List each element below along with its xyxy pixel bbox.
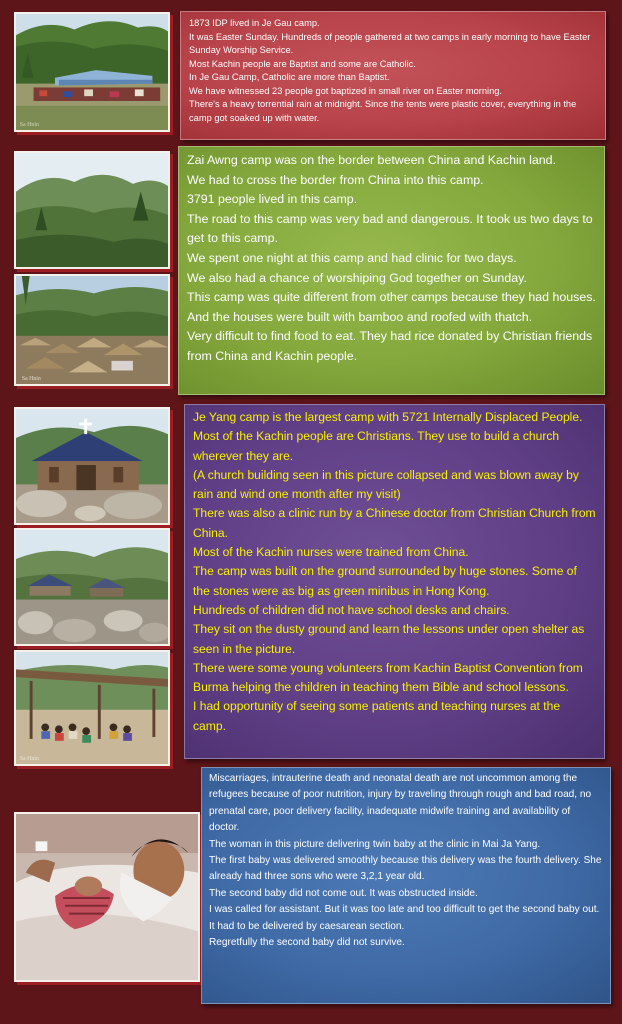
je-gau-line: In Je Gau Camp, Catholic are more than Baptist. bbox=[189, 72, 390, 82]
photo-watermark: Sa Hnin bbox=[19, 756, 39, 763]
je-yang-stones-photo bbox=[14, 528, 170, 646]
je-yang-line: They sit on the dusty ground and learn the lessons under open shelter as seen in the picture. bbox=[193, 622, 585, 656]
photo-watermark: Sa Hnin bbox=[19, 122, 39, 129]
je-yang-line: There was also a clinic run by a Chinese doctor from Christian Church from China. bbox=[193, 506, 596, 540]
zai-awng-mountain-photo bbox=[14, 151, 170, 269]
mai-ja-yang-line: Miscarriages, intrauterine death and neonatal death are not uncommon among the refugees because of poor nutrition, injury by traveling through rough and bad road, no prenatal care, poor delivery facility, inadequate midwife training and availability of doctor. bbox=[209, 773, 592, 834]
je-yang-school-photo bbox=[14, 650, 170, 766]
mai-ja-yang-line: I was called for assistant. But it was too late and too difficult to get the second baby out. bbox=[209, 904, 600, 916]
je-gau-line: 1873 IDP lived in Je Gau camp. bbox=[189, 18, 320, 28]
je-yang-church-photo bbox=[14, 407, 170, 525]
zai-awng-line: We also had a chance of worshiping God together on Sunday. bbox=[187, 270, 527, 285]
zai-awng-line: Zai Awng camp was on the border between China and Kachin land. bbox=[187, 153, 556, 167]
je-yang-line: Hundreds of children did not have school desks and chairs. bbox=[193, 602, 510, 617]
mai-ja-yang-clinic-panel bbox=[201, 767, 611, 1004]
zai-awng-line: We spent one night at this camp and had clinic for two days. bbox=[187, 250, 517, 265]
je-yang-line: I had opportunity of seeing some patients and teaching nurses at the camp. bbox=[193, 699, 561, 733]
zai-awng-houses-photo bbox=[14, 274, 170, 386]
je-gau-camp-panel bbox=[180, 11, 606, 140]
zai-awng-line: The road to this camp was very bad and dangerous. It took us two days to get to this camp. bbox=[187, 211, 593, 246]
je-gau-line: We have witnessed 23 people got baptized in small river on Easter morning. bbox=[189, 85, 502, 96]
mai-ja-yang-mother-baby-photo bbox=[14, 812, 200, 982]
je-yang-camp-panel bbox=[184, 404, 605, 759]
zai-awng-camp-panel bbox=[178, 146, 605, 395]
je-yang-line: There were some young volunteers from Kachin Baptist Convention from Burma helping the children in teaching them Bible and school lessons. bbox=[193, 660, 583, 695]
mai-ja-yang-line: The first baby was delivered smoothly because this delivery was the fourth delivery. She already had three sons who were 3,2,1 year old. bbox=[209, 855, 602, 883]
zai-awng-line: 3791 people lived in this camp. bbox=[187, 192, 358, 207]
mai-ja-yang-line: The second baby did not come out. It was obstructed inside. bbox=[209, 887, 478, 899]
je-yang-line: The camp was built on the ground surrounded by huge stones. Some of the stones were as big as green minibus in Hong Kong. bbox=[193, 564, 577, 598]
je-gau-camp-photo bbox=[14, 12, 170, 132]
je-yang-line: (A church building seen in this picture collapsed and was blown away by rain and wind one month after my visit) bbox=[193, 467, 579, 502]
mai-ja-yang-line: The woman in this picture delivering twin baby at the clinic in Mai Ja Yang. bbox=[209, 838, 541, 850]
je-gau-line: Most Kachin people are Baptist and some are Catholic. bbox=[189, 58, 416, 69]
zai-awng-line: We had to cross the border from China into this camp. bbox=[187, 172, 484, 187]
zai-awng-line: Very difficult to find food to eat. They had rice donated by Christian friends from China and Kachin people. bbox=[187, 329, 593, 363]
zai-awng-line: This camp was quite different from other camps because they had houses. And the houses were built with bamboo and roofed with thatch. bbox=[187, 290, 596, 324]
mai-ja-yang-line: Regretfully the second baby did not survive. bbox=[209, 937, 405, 949]
je-yang-line: Je Yang camp is the largest camp with 5721 Internally Displaced People. bbox=[193, 410, 583, 424]
je-gau-line: It was Easter Sunday. Hundreds of people gathered at two camps in early morning to have Easter Sunday Worship Service. bbox=[189, 31, 591, 55]
mai-ja-yang-line: It had to be delivered by caesarean section. bbox=[209, 920, 405, 932]
photo-watermark: Sa Hnin bbox=[21, 376, 41, 383]
je-yang-line: Most of the Kachin nurses were trained from China. bbox=[193, 545, 469, 560]
je-yang-line: Most of the Kachin people are Christians. They use to build a church wherever they are. bbox=[193, 429, 560, 463]
je-gau-line: There's a heavy torrential rain at midnight. Since the tents were plastic cover, everything in the camp got soaked up with water. bbox=[189, 99, 577, 123]
